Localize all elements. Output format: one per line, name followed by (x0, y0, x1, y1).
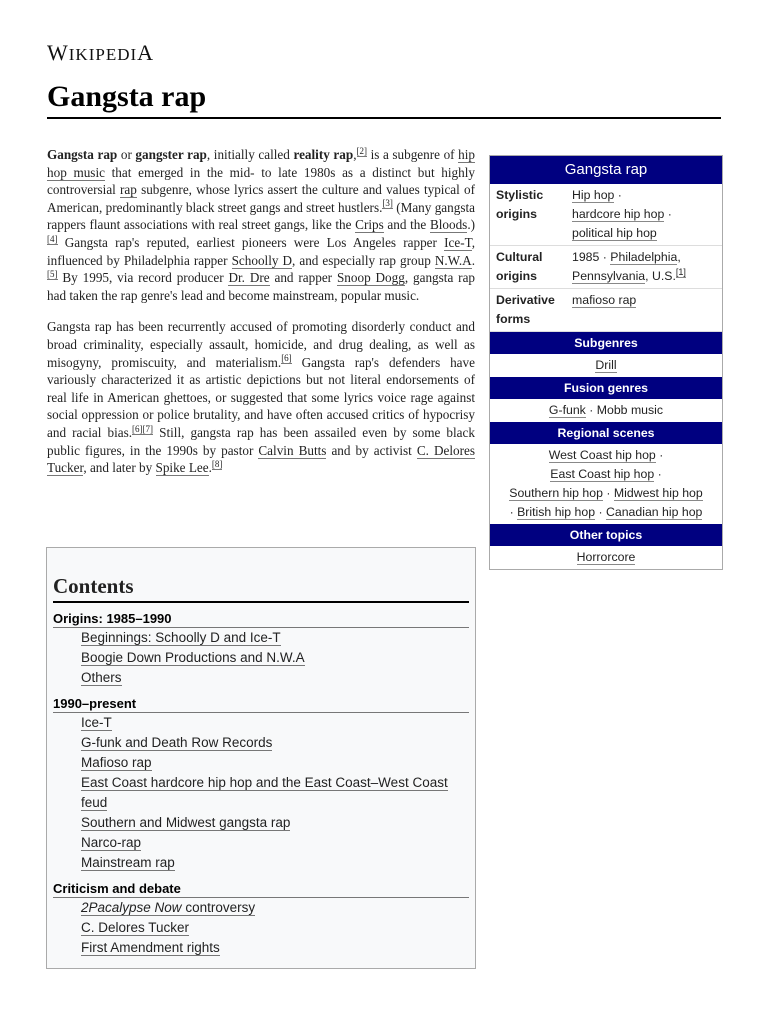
infobox-header-subgenres: Subgenres (490, 332, 722, 354)
toc-section-1990-present[interactable]: 1990–present (53, 696, 469, 713)
infobox-header-other: Other topics (490, 524, 722, 546)
article-body (47, 146, 475, 491)
toc-item[interactable]: Mafioso rap (81, 755, 152, 770)
title-divider (47, 117, 721, 119)
toc-item[interactable]: Beginnings: Schoolly D and Ice-T (81, 630, 281, 645)
toc-item[interactable]: Mainstream rap (81, 855, 175, 870)
toc-item[interactable]: Boogie Down Productions and N.W.A (81, 650, 305, 665)
table-of-contents (46, 547, 476, 969)
toc-section-criticism[interactable]: Criticism and debate (53, 881, 469, 898)
infobox-row-cultural-origins: Cultural origins 1985 · Philadelphia, Pennsylvania, U.S.[1] (490, 246, 722, 289)
toc-item[interactable]: C. Delores Tucker (81, 920, 190, 935)
infobox-row-derivative-forms: Derivative forms mafioso rap (490, 289, 722, 332)
toc-item[interactable]: Ice-T (81, 715, 112, 730)
toc-item[interactable]: Others (81, 670, 122, 685)
toc-item[interactable]: Southern and Midwest gangsta rap (81, 815, 291, 830)
paragraph-1: Gangsta rap or gangster rap, initially called reality rap,[2] is a subgenre of hip hop music that emerged in the mid- to late 1980s as a distinct but highly controversial rap subgenre, whose lyrics assert the culture and values typical of American, predominantly black street gangs and street hustlers.[3] (Many gangsta rappers flaunt associations with real street gangs, like the Crips and the Bloods.)[4] Gangsta rap's reputed, earliest pioneers were Los Angeles rapper Ice-T, influenced by Philadelphia rapper Schoolly D, and especially rap group N.W.A.[5] By 1995, via record producer Dr. Dre and rapper Snoop Dogg, gangsta rap had taken the rap genre's lead and become mainstream, popular music. (47, 145, 476, 303)
toc-item[interactable]: East Coast hardcore hip hop and the East Coast–West Coast feud (81, 775, 448, 810)
toc-item[interactable]: Narco-rap (81, 835, 142, 850)
infobox-header-regional: Regional scenes (490, 422, 722, 444)
toc-heading: Contents (53, 574, 469, 603)
page-title: Gangsta rap (47, 80, 207, 113)
paragraph-2: Gangsta rap has been recurrently accused of promoting disorderly conduct and broad criminality, especially assault, homicide, and drug dealing, as well as misogyny, promiscuity, and materialism.[6] Gangsta rap's defenders have variously characterized it as artistic depictions but not literal endorsements of real life in American ghettoes, or suggested that some lyrics voice rage against social oppression or police brutality, and have often accused critics of hypocrisy and racial bias.[6][7] Still, gangsta rap has been assailed even by some black public figures, in the 1990s by pastor Calvin Butts and by activist C. Delores Tucker, and later by Spike Lee.[8] (47, 319, 475, 476)
infobox-link[interactable]: Horrorcore (576, 550, 636, 564)
wikipedia-wordmark: WIKIPEDIA (47, 40, 155, 65)
infobox-link[interactable]: Drill (595, 358, 617, 372)
toc-item[interactable]: G-funk and Death Row Records (81, 735, 273, 750)
toc-item[interactable]: First Amendment rights (81, 940, 220, 955)
infobox-link[interactable]: G-funk (548, 403, 586, 417)
toc-section-origins[interactable]: Origins: 1985–1990 (53, 611, 469, 628)
infobox-title: Gangsta rap (490, 156, 722, 184)
infobox-header-fusion: Fusion genres (490, 377, 722, 399)
infobox: Gangsta rap Stylistic origins Hip hop · hardcore hip hop · political hip hop Cultural origins 1985 · Philadelphia, Pennsylvania, U.S.[1] Derivative forms mafioso rap Subgenres Drill Fusion genres G-funk · Mobb music Regional scenes West Coast hip hop · East Coast hip hop · Southern hip hop · Midwest hip hop · British hip hop · Canadian hip hop Other topics Horrorcore (489, 155, 723, 570)
toc-item[interactable]: 2Pacalypse Now controversy (81, 900, 256, 915)
infobox-row-stylistic-origins: Stylistic origins Hip hop · hardcore hip hop · political hip hop (490, 184, 722, 246)
